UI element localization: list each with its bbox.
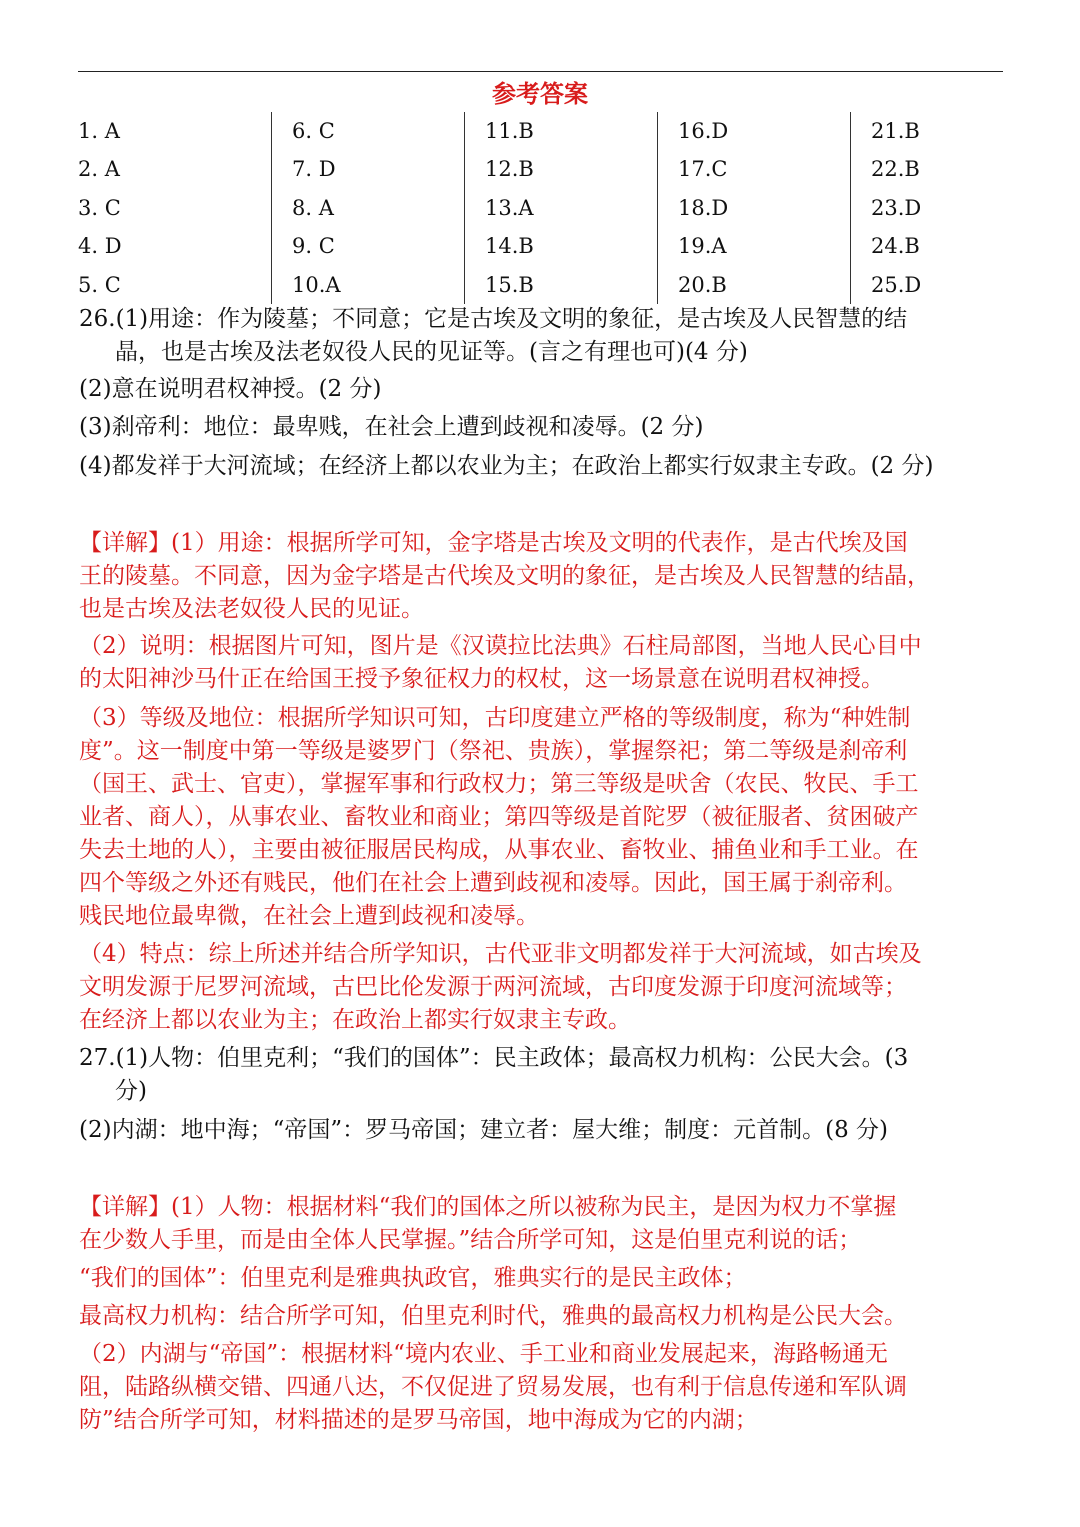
detail-text: (1）人物：根据材料“我们的国体之所以被称为民主，是因为权力不掌握 [171, 1194, 897, 1220]
detail26-line: 也是古埃及法老奴役人民的见证。 [79, 596, 424, 622]
detail26-line: （国王、武士、官吏），掌握军事和行政权力；第三等级是吠舍（农民、牧民、手工 [79, 771, 919, 797]
detail26-line: 业者、商人），从事农业、畜牧业和商业；第四等级是首陀罗（被征服者、贫困破产 [79, 804, 919, 830]
answer-cell: 18.D [678, 195, 729, 220]
answer-cell: 5. C [78, 272, 121, 297]
answer-column [271, 112, 464, 304]
detail26-line: 四个等级之外还有贱民，他们在社会上遭到歧视和凌辱。因此，国王属于刹帝利。 [79, 870, 907, 896]
detail-tag: 【详解】 [79, 1194, 171, 1220]
detail26-line: （4）特点：综上所述并结合所学知识，古代亚非文明都发祥于大河流域，如古埃及 [79, 941, 922, 967]
answer-cell: 13.A [485, 195, 534, 220]
detail26-line: 失去土地的人），主要由被征服居民构成，从事农业、畜牧业、捕鱼业和手工业。在 [79, 837, 919, 863]
q27-answer-line: 分) [115, 1078, 147, 1104]
q27-answer-line: 27.(1)人物：伯里克利；“我们的国体”：民主政体；最高权力机构：公民大会。(3 [79, 1045, 909, 1071]
answer-cell: 12.B [485, 157, 534, 182]
detail27-line [79, 1191, 1009, 1224]
detail26-line: 度”。这一制度中第一等级是婆罗门（祭祀、贵族），掌握祭祀；第二等级是刹帝利 [79, 738, 908, 764]
answer-cell: 20.B [678, 272, 727, 297]
detail27-line: 防”结合所学可知，材料描述的是罗马帝国，地中海成为它的内湖； [79, 1407, 758, 1433]
detail26-line [79, 527, 1009, 560]
detail27-line: “我们的国体”：伯里克利是雅典执政官，雅典实行的是民主政体； [79, 1265, 747, 1291]
q26-answer-line: (3)刹帝利：地位：最卑贱，在社会上遭到歧视和凌辱。(2 分) [79, 414, 704, 440]
detail26-line: 在经济上都以农业为主；在政治上都实行奴隶主专政。 [79, 1007, 631, 1033]
detail26-line: 王的陵墓。不同意，因为金字塔是古代埃及文明的象征，是古埃及人民智慧的结晶， [79, 563, 930, 589]
q26-answer-line: 26.(1)用途：作为陵墓；不同意；它是古埃及文明的象征，是古埃及人民智慧的结 [79, 306, 908, 332]
answer-column [78, 112, 271, 304]
q26-answer-line: (4)都发祥于大河流域；在经济上都以农业为主；在政治上都实行奴隶主专政。(2 分) [79, 453, 934, 479]
answer-cell: 15.B [485, 272, 534, 297]
detail26-line: 的太阳神沙马什正在给国王授予象征权力的权杖，这一场景意在说明君权神授。 [79, 666, 884, 692]
answer-grid [78, 112, 1043, 304]
answer-cell: 22.B [871, 157, 920, 182]
q27-answer-line: (2)内湖：地中海；“帝国”：罗马帝国；建立者：屋大维；制度：元首制。(8 分) [79, 1117, 888, 1143]
answer-cell: 7. D [292, 157, 336, 182]
detail26-line: 文明发源于尼罗河流域，古巴比伦发源于两河流域，古印度发源于印度河流域等； [79, 974, 907, 1000]
detail26-line: （3）等级及地位：根据所学知识可知，古印度建立严格的等级制度，称为“种姓制 [79, 705, 911, 731]
detail-text: (1）用途：根据所学可知，金字塔是古埃及文明的代表作，是古代埃及国 [171, 530, 908, 556]
answer-cell: 3. C [78, 195, 121, 220]
detail27-line: 最高权力机构：结合所学可知，伯里克利时代，雅典的最高权力机构是公民大会。 [79, 1303, 907, 1329]
q26-answer-line: (2)意在说明君权神授。(2 分) [79, 376, 382, 402]
answer-cell: 10.A [292, 272, 341, 297]
detail-tag: 【详解】 [79, 530, 171, 556]
answer-column [464, 112, 657, 304]
answer-cell: 19.A [678, 234, 727, 259]
answer-cell: 1. A [78, 119, 120, 143]
header-rule [78, 71, 1003, 72]
answer-cell: 23.D [871, 195, 922, 220]
answer-cell: 8. A [292, 195, 334, 220]
answer-cell: 14.B [485, 234, 534, 259]
answer-cell: 6. C [292, 119, 335, 143]
detail27-line: 在少数人手里，而是由全体人民掌握。”结合所学可知，这是伯里克利说的话； [79, 1227, 862, 1253]
answer-cell: 21.B [871, 119, 920, 143]
answer-cell: 24.B [871, 234, 920, 259]
answer-cell: 16.D [678, 119, 729, 143]
answer-cell: 17.C [678, 157, 728, 182]
detail26-line: 贱民地位最卑微，在社会上遭到歧视和凌辱。 [79, 903, 539, 929]
detail27-line: （2）内湖与“帝国”：根据材料“境内农业、手工业和商业发展起来，海路畅通无 [79, 1341, 888, 1367]
answer-cell: 25.D [871, 272, 922, 297]
answer-cell: 9. C [292, 234, 335, 259]
answer-cell: 2. A [78, 157, 120, 182]
detail27-line: 阻，陆路纵横交错、四通八达，不仅促进了贸易发展，也有利于信息传递和军队调 [79, 1374, 907, 1400]
page-title: 参考答案 [492, 79, 588, 108]
answer-cell: 11.B [485, 119, 534, 143]
answer-column [850, 112, 1043, 304]
detail26-line: （2）说明：根据图片可知，图片是《汉谟拉比法典》石柱局部图，当地人民心目中 [79, 633, 922, 659]
q26-answer-line: 晶，也是古埃及法老奴役人民的见证等。(言之有理也可)(4 分) [115, 339, 748, 365]
answer-cell: 4. D [78, 234, 122, 259]
answer-column [657, 112, 850, 304]
